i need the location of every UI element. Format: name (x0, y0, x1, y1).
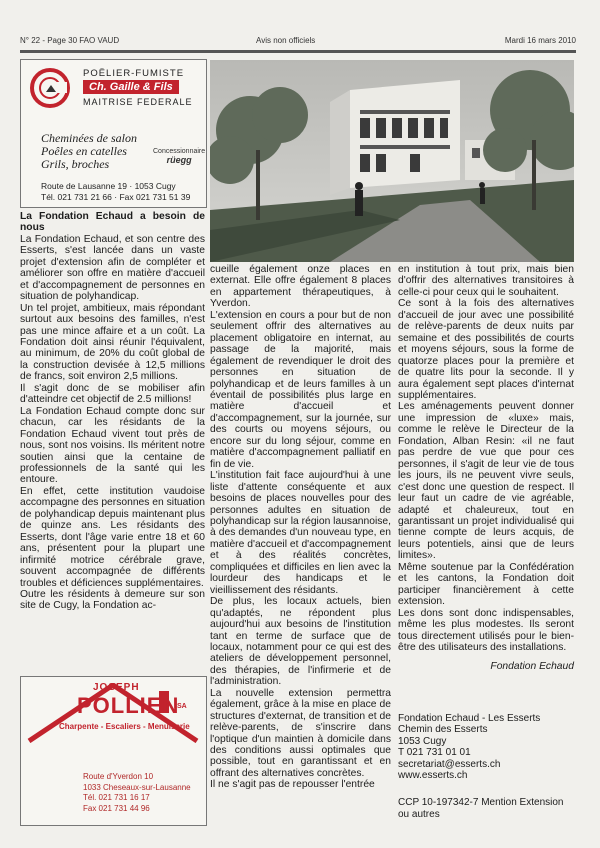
header-rule (20, 50, 576, 53)
phone-line: Tél. 021 731 16 17 (83, 793, 150, 802)
article-paragraph: cueille également onze places en externat. Elle offre également 8 places en appartement thérapeutiques, à Yverdon. (210, 264, 391, 310)
article-paragraph: En effet, cette institution vaudoise accompagne des personnes en situation de polyhandicap depuis maintenant plus de quinze ans. Les résidants des Esserts, dont l'âge varie entre 18 et 60 ans, présentent pour la plupart une infirmité motrice cérébrale grave, souvent accompagnée de différents troubles et déficiences supplémentaires. (20, 485, 205, 589)
article-paragraph: Il s'agit donc de se mobiliser afin d'atteindre cet objectif de 2.5 millions! (20, 382, 205, 406)
article-title: La Fondation Echaud a besoin de nous (20, 211, 205, 234)
ad-pollien-firstname: JOSEPH (93, 682, 140, 693)
phone-line: Tél. 021 731 21 66 · Fax 021 731 51 39 (41, 192, 191, 202)
ad-gaille-badge (153, 148, 205, 165)
article-paragraph: Un tel projet, ambitieux, mais répondant surtout aux besoins des familles, n'est pas une mince affaire et a un coût. La Fondation doit ainsi réunir l'équivalent, au minimum, de 20% du coût global de la construction devisée à 12,5 millions de francs, soit environ 2,5 millions. (20, 302, 205, 383)
ad-pollien (20, 676, 207, 826)
contact-block (398, 713, 574, 781)
ad-gaille-address (41, 181, 190, 203)
article-column-3 (398, 264, 574, 673)
contact-line: 1053 Cugy (398, 735, 447, 747)
ad-gaille-trade: POËLIER-FUMISTE (83, 68, 185, 79)
article-paragraph: De plus, les locaux actuels, bien qu'adaptés, ne répondent plus aujourd'hui aux besoins de l'institution tant en terme de surface que de locaux, notamment pour ce qui est des ateliers de développement personnel, des thérapies, de l'infirmerie et de l'administration. (210, 596, 391, 688)
article-paragraph: en institution à tout prix, mais bien d'offrir des alternatives transitoires à celle-ci pour ceux qui le souhaitent. (398, 264, 574, 298)
article-signature: Fondation Echaud (490, 661, 574, 673)
badge-label: Concessionnaire (153, 148, 206, 155)
ad-pollien-name: POLLIEN (77, 693, 180, 718)
contact-email: secretariat@esserts.ch (398, 758, 501, 770)
address-line: Route d'Yverdon 10 (83, 772, 154, 781)
contact-line: Fondation Echaud - Les Esserts (398, 713, 541, 724)
article-paragraph: Les aménagements peuvent donner une impression de «luxe» mais, comme le relève le Directeur de la Fondation, Alban Resin: «il ne faut pas perdre de vue que pour ces personnes, il s'agit de leur vie de tous les jours, ils ne peuvent vivre seuls, c'est donc une question de respect. Il leur faut un cadre de vie agréable, adapté et chaleureux, tout en garantissant un projet individualisé qui tienne compte de leurs acquis, de leurs potentiels, ainsi que de leurs limites». (398, 401, 574, 562)
contact-phone: T 021 731 01 01 (398, 747, 471, 759)
building-photo (210, 60, 574, 262)
header-date: Mardi 16 mars 2010 (504, 36, 576, 45)
page-header (20, 36, 576, 48)
address-line: Route de Lausanne 19 · 1053 Cugy (41, 181, 176, 191)
badge-brand: rüegg (166, 155, 192, 165)
ad-gaille (20, 59, 207, 208)
contact-line: Chemin des Esserts (398, 724, 488, 736)
ad-pollien-trades: Charpente - Escaliers - Menuiserie (59, 722, 190, 731)
article-paragraph: La Fondation Echaud compte donc sur chacun, car les résidants de la Fondation Echaud vivent tout près de nous, sont nos voisins. Ils méritent notre soutien ainsi que la centaine de professionnels de la santé qui les entoure. (20, 405, 205, 486)
ad-pollien-address (83, 772, 191, 814)
ad-gaille-services (41, 132, 137, 171)
article-paragraph: L'institution fait face aujourd'hui à une liste d'attente conséquente et aux besoins de places nouvelles pour des personnes adultes en situation de polyhandicap sur la région lausannoise, à des demandes d'un nouveau type, en matière d'accueil et d'accompagnement et à des réalités concrètes, compliquées et difficiles en lien avec la lourdeur des handicaps et le vieillissement des résidants. (210, 470, 391, 596)
fax-line: Fax 021 731 44 96 (83, 803, 150, 813)
contact-website: www.esserts.ch (398, 770, 468, 782)
service-item: Poêles en catelles (41, 144, 127, 158)
article-paragraph: L'extension en cours a pour but de non seulement offrir des alternatives au placement obligatoire en internat, au passage de la majorité, mais également de revendiquer le droit des personnes en situation de polyhandicap et de leurs familles à un éventail de possibilités plus large en matière d'accueil et d'accompagnement, sur la journée, sur des courts ou moyens séjours, ou encore sur du long séjour, comme en matière d'accompagnement palliatif en fin de vie. (210, 309, 391, 470)
article-column-2 (210, 264, 391, 791)
article-paragraph: Même soutenue par la Confédération et les cantons, la Fondation doit participer financièrement à cette extension. (398, 561, 574, 608)
ad-pollien-sa: SA (177, 703, 187, 710)
article-paragraph: La nouvelle extension permettra également, grâce à la mise en place de structures d'externat, de transition et de relève-parents, de s'inscrire dans l'optique d'un maintien à domicile dans des conditions aussi optimales que possible, tout en garantissant et en offrant des alternatives concrètes. (210, 687, 391, 779)
ad-gaille-brand: Ch. Gaille & Fils (83, 80, 179, 94)
address-line: 1033 Cheseaux-sur-Lausanne (83, 782, 191, 792)
ccp-line: CCP 10-197342-7 Mention Extension ou autres (398, 797, 564, 820)
article-paragraph: Il ne s'agit pas de repousser l'entrée (210, 779, 375, 791)
header-issue: N° 22 - Page 30 FAO VAUD (20, 36, 120, 45)
header-section: Avis non officiels (256, 36, 316, 45)
article-paragraph: Ce sont à la fois des alternatives d'accueil de jour avec une possibilité de relève-parents de deux nuits par semaine et des possibilités de courts et moyens séjours, sous la forme de quatorze places pour la première et de quatre lits pour la seconde. Il y aura également sept places d'internat supplémentaires. (398, 298, 574, 401)
article-paragraph: La Fondation Echaud, et son centre des Esserts, s'est lancée dans un vaste projet d'extension afin de compléter et améliorer son offre en matière d'accueil et d'accompagnement de personnes en situation de polyhandicap. (20, 233, 205, 303)
service-item: Grils, broches (41, 157, 110, 171)
building-rendering-image (210, 60, 574, 262)
article-paragraph: Les dons sont donc indispensables, même les plus modestes. Ils seront tous directement utilisés pour le bien-être des utilisateurs des installations. (398, 607, 574, 653)
ad-gaille-maitrise: MAITRISE FEDERALE (83, 97, 193, 107)
gaille-logo-icon (29, 68, 71, 108)
service-item: Cheminées de salon (41, 131, 137, 145)
article-column-1 (20, 211, 205, 612)
article-paragraph: Outre les résidents à demeure sur son site de Cugy, la Fondation ac- (20, 588, 205, 612)
